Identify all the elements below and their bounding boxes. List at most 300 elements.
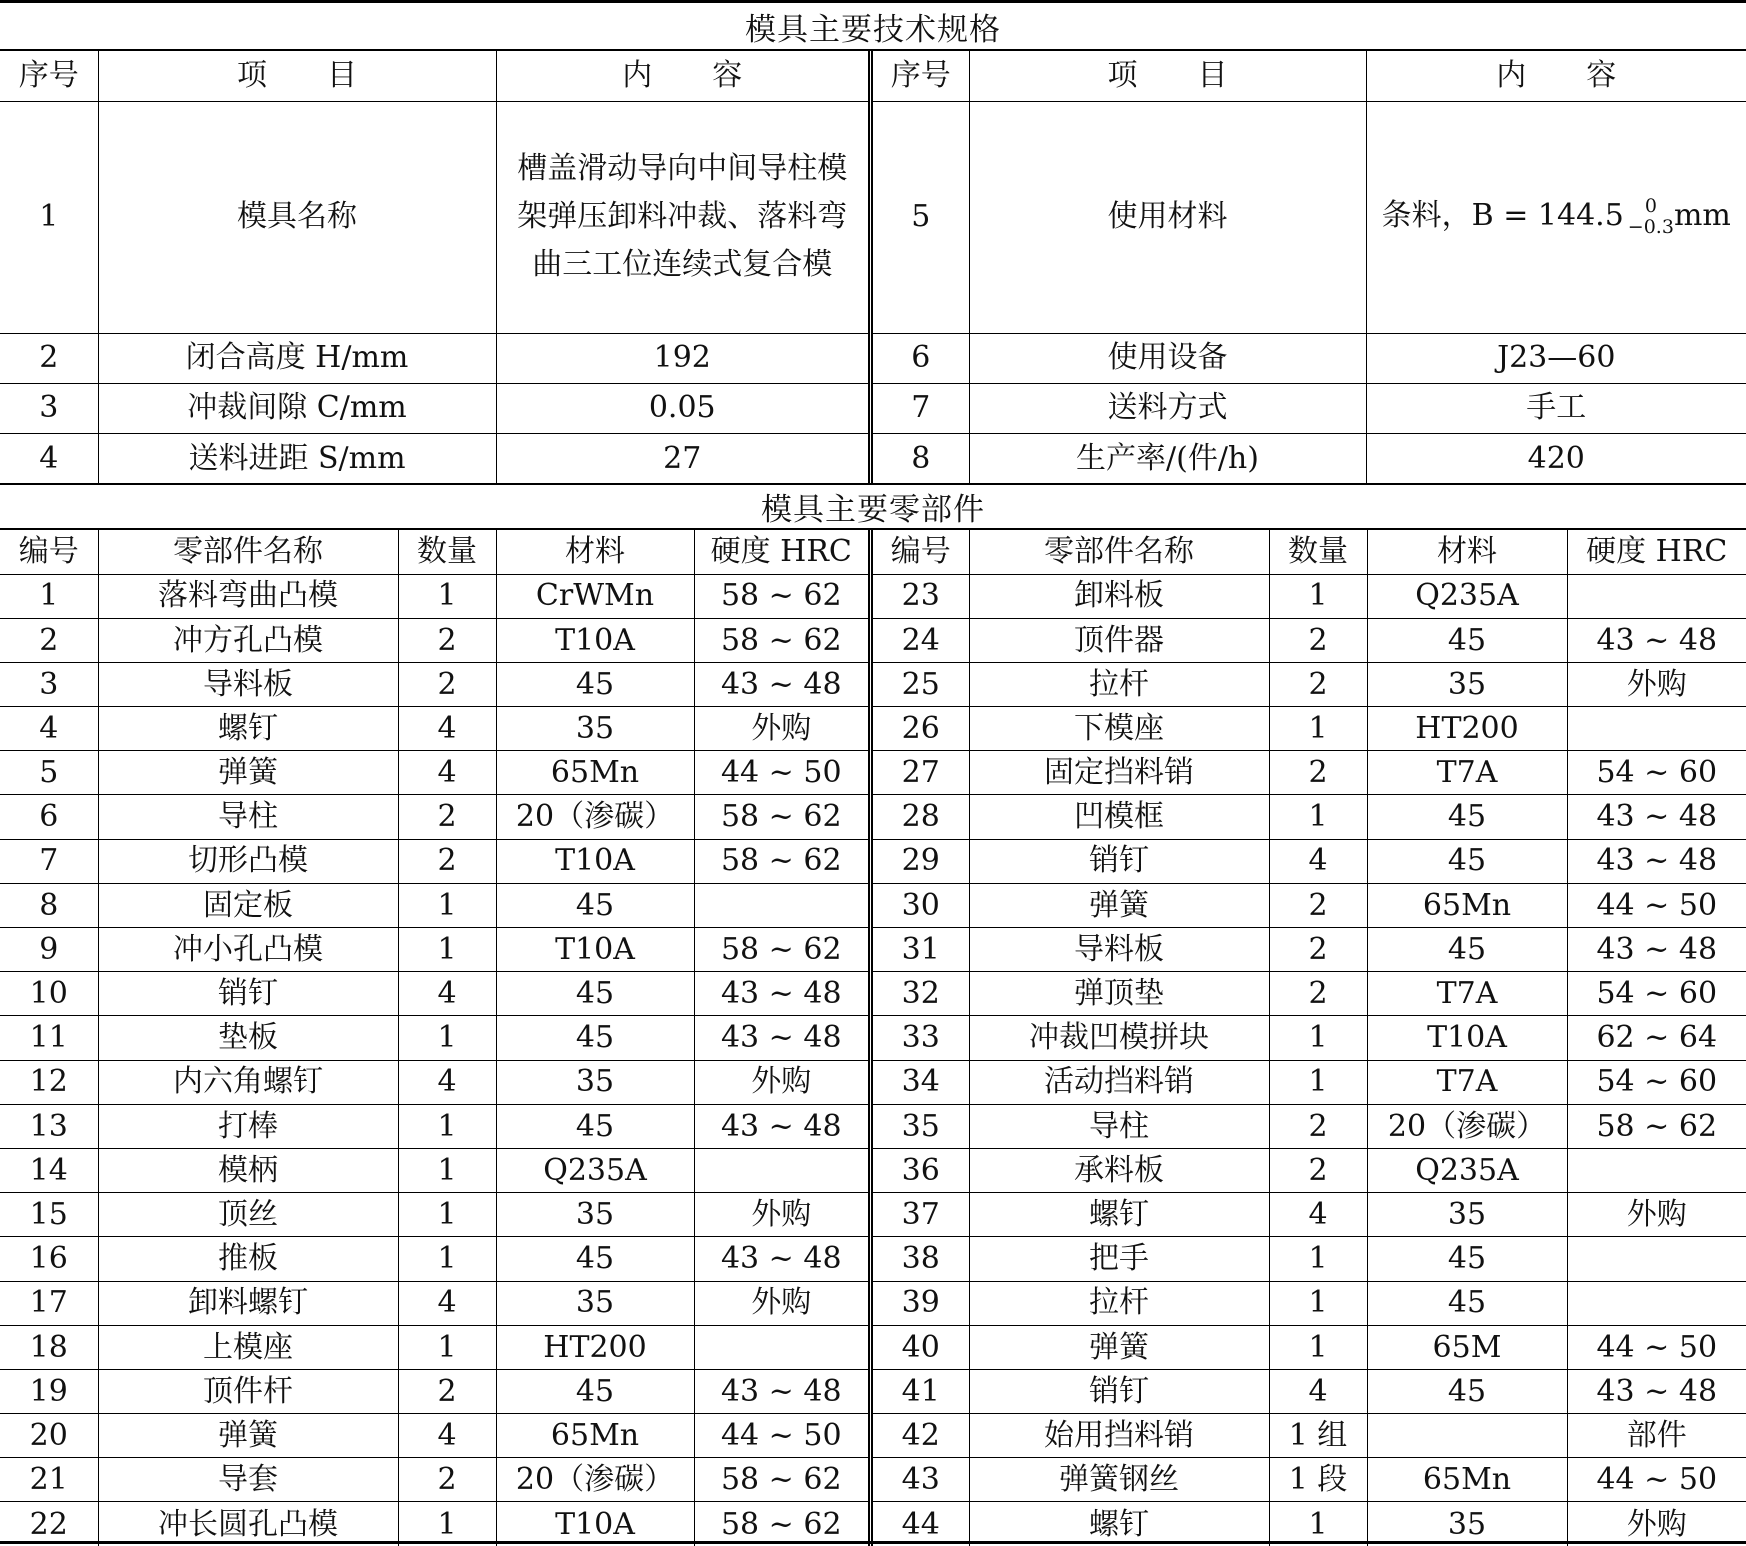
part-material: T7A: [1367, 1060, 1567, 1104]
part-qty: 4: [398, 1414, 496, 1458]
table-row: [873, 972, 1746, 1016]
part-hardness: 外购: [1567, 662, 1746, 706]
table-row: [0, 751, 868, 795]
spec-content: 27: [496, 433, 868, 483]
part-hardness: 外购: [694, 707, 868, 751]
table-row: [0, 1104, 868, 1148]
part-material: 65Mn: [496, 751, 694, 795]
spec-no: 1: [0, 101, 98, 333]
part-qty: 1: [1269, 1502, 1367, 1546]
table-row: [0, 1281, 868, 1325]
part-qty: 2: [398, 1458, 496, 1502]
part-qty: 2: [1269, 1148, 1367, 1192]
part-material: HT200: [1367, 707, 1567, 751]
table-row: [873, 883, 1746, 927]
part-name: 垫板: [98, 1016, 398, 1060]
spec-no: 3: [0, 383, 98, 433]
part-qty: 2: [1269, 928, 1367, 972]
part-name: 导柱: [98, 795, 398, 839]
part-name: 把手: [969, 1237, 1269, 1281]
part-material: 20（渗碳）: [1367, 1104, 1567, 1148]
parts-header-hardness: 硬度 HRC: [694, 530, 868, 574]
part-qty: 1: [1269, 574, 1367, 618]
parts-header-hardness: 硬度 HRC: [1567, 530, 1746, 574]
part-no: 23: [873, 574, 969, 618]
part-qty: 1: [398, 883, 496, 927]
spec-no: 7: [873, 383, 969, 433]
part-name: 螺钉: [969, 1502, 1269, 1546]
part-qty: 2: [1269, 883, 1367, 927]
part-qty: 4: [398, 1281, 496, 1325]
table-row: [873, 1060, 1746, 1104]
tolerance: [1628, 196, 1674, 238]
part-name: 模柄: [98, 1148, 398, 1192]
part-no: 14: [0, 1148, 98, 1192]
spec-item: 模具名称: [98, 101, 496, 333]
part-hardness: 43 ~ 48: [1567, 839, 1746, 883]
part-no: 24: [873, 618, 969, 662]
part-material: 35: [1367, 1193, 1567, 1237]
part-name: 顶丝: [98, 1193, 398, 1237]
parts-right-table: [873, 530, 1746, 1546]
part-name: 固定板: [98, 883, 398, 927]
spec-row: [873, 383, 1746, 433]
part-qty: 4: [398, 751, 496, 795]
spec-content: [1366, 101, 1746, 333]
spec-content: 192: [496, 333, 868, 383]
part-hardness: 58 ~ 62: [694, 795, 868, 839]
part-no: 37: [873, 1193, 969, 1237]
part-qty: 2: [1269, 618, 1367, 662]
table-row: [0, 1502, 868, 1546]
part-material: 45: [1367, 1237, 1567, 1281]
parts-header-qty: 数量: [1269, 530, 1367, 574]
part-name: 内六角螺钉: [98, 1060, 398, 1104]
part-material: Q235A: [1367, 574, 1567, 618]
part-no: 32: [873, 972, 969, 1016]
part-qty: 1: [398, 1016, 496, 1060]
part-no: 16: [0, 1237, 98, 1281]
part-qty: 2: [1269, 1104, 1367, 1148]
part-qty: 1: [1269, 1281, 1367, 1325]
part-name: 上模座: [98, 1325, 398, 1369]
parts-header-material: 材料: [496, 530, 694, 574]
table-row: [873, 928, 1746, 972]
part-qty: 2: [1269, 972, 1367, 1016]
part-qty: 2: [398, 662, 496, 706]
part-material: 20（渗碳）: [496, 1458, 694, 1502]
table-row: [0, 662, 868, 706]
part-material: 65Mn: [496, 1414, 694, 1458]
part-name: 导套: [98, 1458, 398, 1502]
table-row: [0, 1369, 868, 1413]
spec-table: [0, 51, 1746, 483]
part-name: 凹模框: [969, 795, 1269, 839]
part-qty: 2: [398, 1369, 496, 1413]
spec-item: 送料方式: [969, 383, 1366, 433]
spec-row: [0, 333, 868, 383]
part-no: 1: [0, 574, 98, 618]
part-no: 43: [873, 1458, 969, 1502]
part-material: 35: [496, 707, 694, 751]
part-qty: 2: [398, 839, 496, 883]
part-qty: 4: [398, 1060, 496, 1104]
spec-row: [0, 433, 868, 483]
part-material: 45: [1367, 839, 1567, 883]
table-row: [873, 1325, 1746, 1369]
part-name: 承料板: [969, 1148, 1269, 1192]
part-qty: 1: [398, 1193, 496, 1237]
part-no: 15: [0, 1193, 98, 1237]
spec-header-item: 项 目: [98, 51, 496, 101]
part-no: 40: [873, 1325, 969, 1369]
part-material: 35: [496, 1060, 694, 1104]
table-row: [0, 883, 868, 927]
part-hardness: 58 ~ 62: [694, 1502, 868, 1546]
table-row: [0, 707, 868, 751]
part-material: 35: [496, 1281, 694, 1325]
spec-item: 生产率/(件/h): [969, 433, 1366, 483]
part-qty: 2: [398, 795, 496, 839]
part-name: 销钉: [969, 1369, 1269, 1413]
parts-table-right: [873, 530, 1746, 1546]
table-row: [0, 839, 868, 883]
table-row: [873, 662, 1746, 706]
spec-no: 6: [873, 333, 969, 383]
part-hardness: 43 ~ 48: [694, 972, 868, 1016]
spec-row: [0, 383, 868, 433]
part-hardness: 58 ~ 62: [694, 1458, 868, 1502]
part-no: 29: [873, 839, 969, 883]
part-no: 8: [0, 883, 98, 927]
part-no: 5: [0, 751, 98, 795]
part-no: 22: [0, 1502, 98, 1546]
spec-no: 8: [873, 433, 969, 483]
spec-content: J23—60: [1366, 333, 1746, 383]
part-no: 20: [0, 1414, 98, 1458]
part-name: 弹簧: [969, 883, 1269, 927]
part-qty: 2: [1269, 751, 1367, 795]
part-name: 下模座: [969, 707, 1269, 751]
part-qty: 1: [398, 1325, 496, 1369]
part-name: 螺钉: [969, 1193, 1269, 1237]
part-material: 35: [496, 1193, 694, 1237]
part-hardness: 44 ~ 50: [694, 1414, 868, 1458]
part-hardness: 43 ~ 48: [1567, 618, 1746, 662]
table-row: [873, 1281, 1746, 1325]
part-qty: 2: [1269, 662, 1367, 706]
part-material: T10A: [496, 1502, 694, 1546]
part-name: 销钉: [98, 972, 398, 1016]
part-no: 6: [0, 795, 98, 839]
table-row: [873, 1458, 1746, 1502]
parts-header-qty: 数量: [398, 530, 496, 574]
part-no: 26: [873, 707, 969, 751]
part-name: 始用挡料销: [969, 1414, 1269, 1458]
part-material: T10A: [496, 618, 694, 662]
part-hardness: 外购: [694, 1193, 868, 1237]
part-material: 45: [496, 1237, 694, 1281]
material-spec: 条料，B = 144.5: [1381, 198, 1624, 233]
part-name: 活动挡料销: [969, 1060, 1269, 1104]
part-name: 弹簧: [98, 751, 398, 795]
part-no: 18: [0, 1325, 98, 1369]
table-row: [0, 928, 868, 972]
parts-header-name: 零部件名称: [98, 530, 398, 574]
part-hardness: 58 ~ 62: [694, 928, 868, 972]
part-qty: 1: [1269, 795, 1367, 839]
part-material: 45: [496, 662, 694, 706]
part-hardness: [694, 883, 868, 927]
part-no: 9: [0, 928, 98, 972]
part-no: 7: [0, 839, 98, 883]
part-hardness: 43 ~ 48: [694, 662, 868, 706]
spec-header-item: 项 目: [969, 51, 1366, 101]
spec-row: [0, 101, 868, 333]
part-material: HT200: [496, 1325, 694, 1369]
part-no: 17: [0, 1281, 98, 1325]
part-hardness: [1567, 1148, 1746, 1192]
part-name: 固定挡料销: [969, 751, 1269, 795]
part-material: 45: [1367, 618, 1567, 662]
part-hardness: 44 ~ 50: [1567, 883, 1746, 927]
part-hardness: 43 ~ 48: [694, 1237, 868, 1281]
spec-header-no: 序号: [0, 51, 98, 101]
part-material: Q235A: [1367, 1148, 1567, 1192]
part-hardness: [694, 1325, 868, 1369]
spec-item: 闭合高度 H/mm: [98, 333, 496, 383]
spec-item: 送料进距 S/mm: [98, 433, 496, 483]
spec-row: [873, 333, 1746, 383]
table-row: [873, 1016, 1746, 1060]
part-material: T10A: [1367, 1016, 1567, 1060]
tolerance-lower: −0.3: [1627, 216, 1674, 238]
part-name: 顶件器: [969, 618, 1269, 662]
part-material: 45: [496, 1104, 694, 1148]
part-material: 45: [496, 1016, 694, 1060]
table-row: [0, 1016, 868, 1060]
spec-content: 420: [1366, 433, 1746, 483]
spec-row: [873, 433, 1746, 483]
part-hardness: 43 ~ 48: [1567, 1369, 1746, 1413]
part-name: 拉杆: [969, 662, 1269, 706]
part-name: 螺钉: [98, 707, 398, 751]
parts-left-table: [0, 530, 868, 1546]
part-qty: 4: [1269, 1369, 1367, 1413]
part-no: 33: [873, 1016, 969, 1060]
part-no: 12: [0, 1060, 98, 1104]
part-qty: 4: [398, 707, 496, 751]
part-no: 2: [0, 618, 98, 662]
part-hardness: 部件: [1567, 1414, 1746, 1458]
part-hardness: 58 ~ 62: [694, 839, 868, 883]
part-name: 弹簧: [98, 1414, 398, 1458]
part-hardness: 43 ~ 48: [1567, 795, 1746, 839]
part-no: 25: [873, 662, 969, 706]
parts-title: 模具主要零部件: [0, 483, 1746, 530]
part-name: 弹簧钢丝: [969, 1458, 1269, 1502]
parts-header-material: 材料: [1367, 530, 1567, 574]
material-unit: mm: [1673, 198, 1731, 233]
table-row: [0, 1148, 868, 1192]
part-hardness: [1567, 1237, 1746, 1281]
part-hardness: 外购: [1567, 1193, 1746, 1237]
table-row: [873, 707, 1746, 751]
part-name: 冲长圆孔凸模: [98, 1502, 398, 1546]
part-hardness: 43 ~ 48: [694, 1369, 868, 1413]
part-qty: 2: [398, 618, 496, 662]
part-name: 落料弯曲凸模: [98, 574, 398, 618]
part-hardness: 外购: [1567, 1502, 1746, 1546]
part-qty: 4: [1269, 1193, 1367, 1237]
part-no: 13: [0, 1104, 98, 1148]
spec-item: 使用设备: [969, 333, 1366, 383]
part-no: 10: [0, 972, 98, 1016]
spec-item: 使用材料: [969, 101, 1366, 333]
part-material: 65Mn: [1367, 883, 1567, 927]
part-no: 31: [873, 928, 969, 972]
part-qty: 1: [1269, 1060, 1367, 1104]
part-hardness: 44 ~ 50: [1567, 1325, 1746, 1369]
table-row: [873, 1237, 1746, 1281]
part-no: 4: [0, 707, 98, 751]
part-qty: 1: [398, 574, 496, 618]
spec-no: 5: [873, 101, 969, 333]
part-material: 45: [496, 972, 694, 1016]
part-name: 导柱: [969, 1104, 1269, 1148]
part-name: 导料板: [969, 928, 1269, 972]
table-row: [873, 1414, 1746, 1458]
part-hardness: 43 ~ 48: [694, 1104, 868, 1148]
part-material: T7A: [1367, 751, 1567, 795]
part-name: 推板: [98, 1237, 398, 1281]
tolerance-upper: 0: [1644, 195, 1657, 218]
part-hardness: 44 ~ 50: [694, 751, 868, 795]
part-material: 35: [1367, 662, 1567, 706]
part-no: 11: [0, 1016, 98, 1060]
table-row: [0, 618, 868, 662]
part-material: 45: [496, 1369, 694, 1413]
part-no: 41: [873, 1369, 969, 1413]
table-row: [873, 618, 1746, 662]
part-no: 34: [873, 1060, 969, 1104]
table-row: [0, 972, 868, 1016]
spec-header-content: 内 容: [496, 51, 868, 101]
part-no: 30: [873, 883, 969, 927]
part-no: 35: [873, 1104, 969, 1148]
part-hardness: 外购: [694, 1281, 868, 1325]
part-no: 38: [873, 1237, 969, 1281]
part-hardness: [1567, 707, 1746, 751]
part-name: 拉杆: [969, 1281, 1269, 1325]
parts-table-left: [0, 530, 873, 1546]
part-name: 顶件杆: [98, 1369, 398, 1413]
part-qty: 1 组: [1269, 1414, 1367, 1458]
part-hardness: 外购: [694, 1060, 868, 1104]
part-hardness: 54 ~ 60: [1567, 972, 1746, 1016]
part-hardness: 58 ~ 62: [1567, 1104, 1746, 1148]
table-row: [0, 1237, 868, 1281]
parts-header-no: 编号: [873, 530, 969, 574]
part-hardness: 43 ~ 48: [1567, 928, 1746, 972]
table-row: [873, 1369, 1746, 1413]
spec-left-table: [0, 51, 868, 483]
table-row: [0, 574, 868, 618]
part-material: T7A: [1367, 972, 1567, 1016]
part-material: 45: [1367, 1281, 1567, 1325]
part-qty: 1 段: [1269, 1458, 1367, 1502]
part-hardness: 43 ~ 48: [694, 1016, 868, 1060]
part-name: 打棒: [98, 1104, 398, 1148]
parts-table: [0, 530, 1746, 1546]
part-no: 42: [873, 1414, 969, 1458]
part-no: 27: [873, 751, 969, 795]
table-row: [0, 1458, 868, 1502]
part-name: 冲方孔凸模: [98, 618, 398, 662]
part-material: 45: [496, 883, 694, 927]
part-qty: 1: [1269, 1325, 1367, 1369]
spec-table-left: [0, 51, 873, 483]
part-material: 45: [1367, 928, 1567, 972]
spec-no: 4: [0, 433, 98, 483]
part-material: 35: [1367, 1502, 1567, 1546]
part-material: 65M: [1367, 1325, 1567, 1369]
part-material: 45: [1367, 795, 1567, 839]
part-no: 39: [873, 1281, 969, 1325]
part-hardness: [1567, 574, 1746, 618]
part-hardness: 58 ~ 62: [694, 574, 868, 618]
part-name: 卸料螺钉: [98, 1281, 398, 1325]
part-material: [1367, 1414, 1567, 1458]
table-row: [0, 1060, 868, 1104]
part-qty: 1: [398, 928, 496, 972]
table-row: [873, 839, 1746, 883]
spec-content: 手工: [1366, 383, 1746, 433]
part-qty: 1: [1269, 1237, 1367, 1281]
part-name: 弹顶垫: [969, 972, 1269, 1016]
part-name: 卸料板: [969, 574, 1269, 618]
part-name: 切形凸模: [98, 839, 398, 883]
part-name: 冲小孔凸模: [98, 928, 398, 972]
part-no: 36: [873, 1148, 969, 1192]
parts-header-no: 编号: [0, 530, 98, 574]
part-qty: 1: [1269, 1016, 1367, 1060]
part-hardness: 54 ~ 60: [1567, 1060, 1746, 1104]
table-row: [873, 795, 1746, 839]
table-row: [873, 1148, 1746, 1192]
part-hardness: [1567, 1281, 1746, 1325]
spec-header-content: 内 容: [1366, 51, 1746, 101]
spec-content: 槽盖滑动导向中间导柱模架弹压卸料冲裁、落料弯曲三工位连续式复合模: [496, 101, 868, 333]
table-row: [0, 1414, 868, 1458]
part-hardness: 58 ~ 62: [694, 618, 868, 662]
part-hardness: 54 ~ 60: [1567, 751, 1746, 795]
part-material: CrWMn: [496, 574, 694, 618]
table-row: [873, 1104, 1746, 1148]
spec-no: 2: [0, 333, 98, 383]
table-row: [0, 1325, 868, 1369]
spec-item: 冲裁间隙 C/mm: [98, 383, 496, 433]
table-row: [0, 795, 868, 839]
spec-content: 0.05: [496, 383, 868, 433]
spec-header-no: 序号: [873, 51, 969, 101]
part-qty: 1: [1269, 707, 1367, 751]
parts-header-name: 零部件名称: [969, 530, 1269, 574]
part-no: 3: [0, 662, 98, 706]
part-qty: 1: [398, 1502, 496, 1546]
part-hardness: 62 ~ 64: [1567, 1016, 1746, 1060]
spec-row: [873, 101, 1746, 333]
